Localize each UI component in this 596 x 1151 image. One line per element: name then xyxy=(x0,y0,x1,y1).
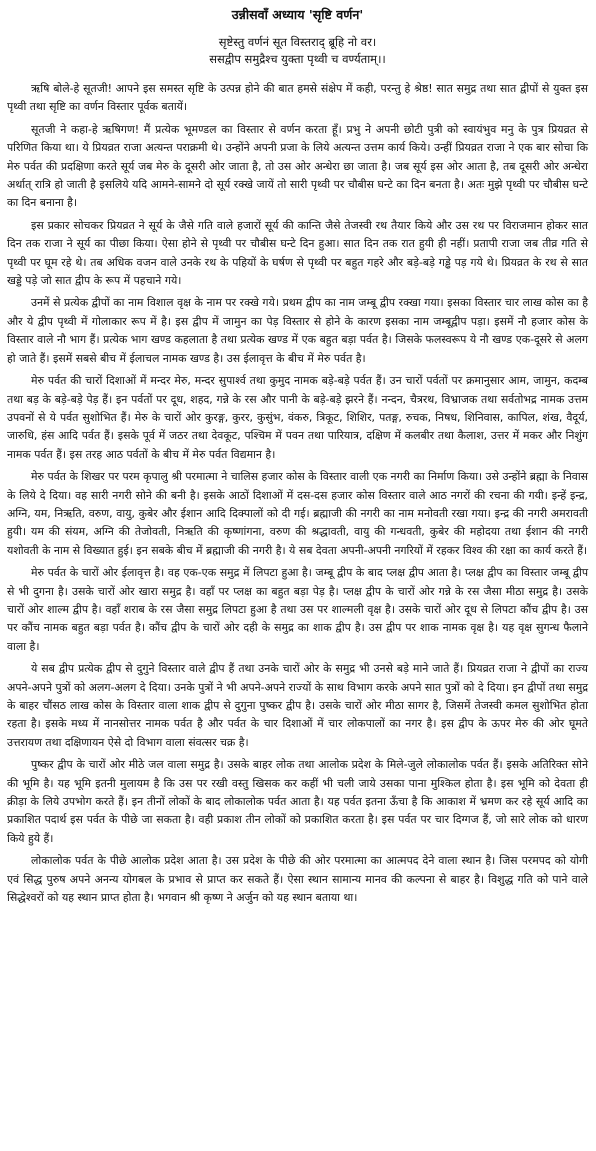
paragraph: मेरु पर्वत के चारों ओर ईलावृत्त है। वह एक-एक समुद्र में लिपटा हुआ है। जम्बू द्वीप के बाद प्लक्ष द्वीप आता है। प्लक्ष द्वीप का विस्तार जम्बू द्वीप से भी दुगना है। उसके चारों ओर खारा समुद्र है। वहाँ पर प्लक्ष का बहुत बड़ा पेड़ है। प्लक्ष द्वीप के चारों ओर गन्ने के रस जैसा मीठा समुद्र है। उसके चारों ओर शाल्म द्वीप है। वहाँ शराब के रस जैसा समुद्र लिपटा हुआ है तथा उस पर शाल्मली वृक्ष है। उसके चारों ओर दूध से लिपटा कौंच द्वीप है। उस पर कौंच नामक बहुत बड़ा पर्वत है। कौंच द्वीप के चारों ओर दही के समुद्र का शाक द्वीप है। उस द्वीप पर शाक नामक वृक्ष है। यह वृक्ष सुगन्ध फैलाने वाला है। xyxy=(7,566,588,653)
paragraph: सूतजी ने कहा-हे ऋषिगण! मैं प्रत्येक भूमण्डल का विस्तार से वर्णन करता हूँ। प्रभु ने अपनी छोटी पुत्री को स्वायंभुव मनु के पुत्र प्रियव्रत से परिणित किया था। ये प्रियव्रत राजा अत्यन्त पराक्रमी थे। उन्होंने अपनी प्रजा के लिये अत्यन्त उत्तम कार्य किये। उन्हीं प्रियव्रत राजा ने एक बार सोचा कि मेरु पर्वत की प्रदक्षिणा करते सूर्य जब मेरु के दूसरी ओर जाता है, तो उस ओर अन्धेरा छा जाता है। जब सूर्य इस ओर आता है, तब दूसरी ओर अन्धेरा अर्थात् रात्रि हो जाती है इसलिये यदि आमने-सामने दो सूर्य रक्खे जायें तो सारी पृथ्वी पर चौबीस घन्टे का दिन बनता है। अतः मुझे पृथ्वी पर चौबीस घन्टे का दिन बनाना है। xyxy=(7,122,588,210)
paragraph: इस प्रकार सोचकर प्रियव्रत ने सूर्य के जैसे गति वाले हजारों सूर्य की कान्ति जैसे तेजस्वी रथ तैयार किये और उस रथ पर विराजमान होकर सात दिन तक राजा ने सूर्य का पीछा किया। ऐसा होने से पृथ्वी पर चौबीस घन्टे दिन हुआ। सात दिन तक रात हुयी ही नहीं। प्रतापी राजा जब तीव्र गति से पृथ्वी पर घूम रहे थे। तब अधिक वजन वाले उनके रथ के पहियों के घर्षण से पृथ्वी पर बहुत गहरे और बड़े-बड़े गड्ढे पड़ गये थे। प्रियव्रत के रथ से सात खड्डे पड़े जो सात द्वीप के रूप में पहचाने गये। xyxy=(7,218,588,288)
verse-line: ससद्वीप समुद्रैश्च युक्ता पृथ्वी च वर्ण्यताम्।। xyxy=(209,52,386,66)
paragraph: उनमें से प्रत्येक द्वीपों का नाम विशाल वृक्ष के नाम पर रक्खे गये। प्रथम द्वीप का नाम जम्बू द्वीप रक्खा गया। इसका विस्तार चार लाख कोस का है और ये द्वीप पृथ्वी में गोलाकार रूप में है। इस द्वीप में जामुन का पेड़ विस्तार से होने के कारण इसका नाम जम्बूद्वीप पड़ा। इसमें नौ हजार कोस के विस्तार वाले नौ भाग हैं। प्रत्येक भाग खण्ड कहलाता है तथा प्रत्येक खण्ड में एक बहुत बड़ा पर्वत है। जिसके फलस्वरूप ये नौ खण्ड एक-दूसरे से अलग हो जाते हैं। इसमें सबसे बीच में ईलाचल नामक खण्ड है। उस ईलावृत्त के बीच में मेरु पर्वत है। xyxy=(7,296,588,365)
paragraph: ऋषि बोले-हे सूतजी! आपने इस समस्त सृष्टि के उत्पन्न होने की बात हमसे संक्षेप में कही, परन्तु हे श्रेष्ठ! सात समुद्र तथा सात द्वीपों से युक्त इस पृथ्वी तथा सृष्टि का वर्णन विस्तार पूर्वक बतायें। xyxy=(7,82,588,114)
sanskrit-verse xyxy=(7,34,588,68)
verse-line: सृष्टेस्तु वर्णनं सूत विस्तराद् ब्रूहि नो वर। xyxy=(218,35,377,49)
body-text xyxy=(7,80,588,907)
paragraph: पुष्कर द्वीप के चारों ओर मीठे जल वाला समुद्र है। उसके बाहर लोक तथा आलोक प्रदेश के मिले-जुले लोकालोक पर्वत हैं। इसके अतिरिक्त सोने की भूमि है। यह भूमि इतनी मुलायम है कि उस पर रखी वस्तु खिसक कर कहीं भी चली जाये उसका पाना मुश्किल होता है। इस भूमि को देवता ही क्रीड़ा के लिये उपभोग करते हैं। इन तीनों लोकों के बाद लोकालोक पर्वत आता है। यह पर्वत इतना ऊँचा है कि आकाश में भ्रमण कर रहे सूर्य आदि का प्रकाशित पदार्थ इस पर्वत के पीछे जा सकता है। वही प्रकाश तीन लोकों को प्रकाशित करता है। इस पर्वत पर चार दिग्गज हैं, जो सारे लोक को धारण किये हुये हैं। xyxy=(7,758,588,845)
paragraph: ये सब द्वीप प्रत्येक द्वीप से दुगुने विस्तार वाले द्वीप हैं तथा उनके चारों ओर के समुद्र भी उनसे बड़े माने जाते हैं। प्रियव्रत राजा ने द्वीपों का राज्य अपने-अपने पुत्रों को अलग-अलग दे दिया। उनके पुत्रों ने भी अपने-अपने राज्यों के साथ विभाग करके अपने सात पुत्रों को दे दिया। इन द्वीपों तथा समुद्र के बाहर चौंसठ लाख कोस के विस्तार वाला शाक द्वीप से दुगुना पुष्कर द्वीप है। उसके चारों ओर मीठा सागर है, जिसमें तेजस्वी कमल सुशोभित होता रहता है। इसके मध्य में नानसोत्तर नामक पर्वत है और पर्वत के चार दिशाओं में चार लोकपालों का नगर है। इस द्वीप के ऊपर मेरु की ओर घूमते उत्तरायण तथा दक्षिणायन ऐसे दो विभाग वाला संवत्सर चक्र है। xyxy=(7,662,588,749)
chapter-title: उन्नीसवाँ अध्याय 'सृष्टि वर्णन' xyxy=(231,7,364,22)
paragraph: मेरु पर्वत के शिखर पर परम कृपालु श्री परमात्मा ने चालिस हजार कोस के विस्तार वाली एक नगरी का निर्माण किया। उसे उन्होंने ब्रह्मा के निवास के लिये दे दिया। वह सारी नगरी सोने की बनी है। इसके आठों दिशाओं में दस-दस हजार कोस विस्तार वाले आठ नगरों की रचना की गयी। इन्हें इन्द्र, अग्नि, यम, निऋति, वरुण, वायु, कुबेर और ईशान आदि दिक्पालों को दी गई। ब्रह्माजी की नगरी का नाम मनोवती रखा गया। इन्द्र की नगरी अमरावती हुयी। यम की संयम, अग्नि की तेजोवती, निऋति की कृष्णांगना, वरुण की श्रद्धावती, वायु की गन्धवती, कुबेर की महोदया तथा ईशान की नगरी यशोवती के नाम से विख्यात हुई। इन सबके बीच में ब्रह्माजी की नगरी है। ये सब देवता अपनी-अपनी नगरियों में रहकर विश्व की रक्षा का कार्य करते हैं। xyxy=(7,470,588,557)
paragraph: लोकालोक पर्वत के पीछे आलोक प्रदेश आता है। उस प्रदेश के पीछे की ओर परमात्मा का आत्मपद देने वाला स्थान है। जिस परमपद को योगी एवं सिद्ध पुरुष अपने अनन्य योगबल के प्रभाव से प्राप्त कर सकते हैं। ऐसा स्थान सामान्य मानव की कल्पना से बाहर है। विशुद्ध गति को पाने वाले सिद्धेश्वरों को यह स्थान प्राप्त होता है। भगवान श्री कृष्ण ने अर्जुन को यह स्थान बताया था। xyxy=(7,854,588,905)
paragraph: मेरु पर्वत की चारों दिशाओं में मन्दर मेरु, मन्दर सुपार्श्व तथा कुमुद नामक बड़े-बड़े पर्वत हैं। उन चारों पर्वतों पर क्रमानुसार आम, जामुन, कदम्ब तथा बड़ के बड़े-बड़े पेड़ हैं। इन पर्वतों पर दूध, शहद, गन्ने के रस और पानी के बड़े-बड़े झरने हैं। नन्दन, चैत्ररथ, विभ्राजक तथा सर्वतोभद्र नामक उत्तम उपवनों से ये पर्वत सुशोभित हैं। मेरु के चारों ओर कुरङ्ग, कुरर, कुसुंभ, वंकरु, त्रिकूट, शिशिर, पतङ्ग, रुचक, निषध, शिनिवास, कापिल, शंख, वैदूर्य, जारुधि, हंस आदि पर्वत हैं। इसके पूर्व में जठर तथा देवकूट, पश्चिम में पवन तथा पारियात्र, दक्षिण में कलबीर तथा कैलाश, उत्तर में मकर और निशुंग नामक पर्वत हैं। इस तरह आठ पर्वतों के बीच में मेरु पर्वत विद्यमान है। xyxy=(7,374,588,461)
